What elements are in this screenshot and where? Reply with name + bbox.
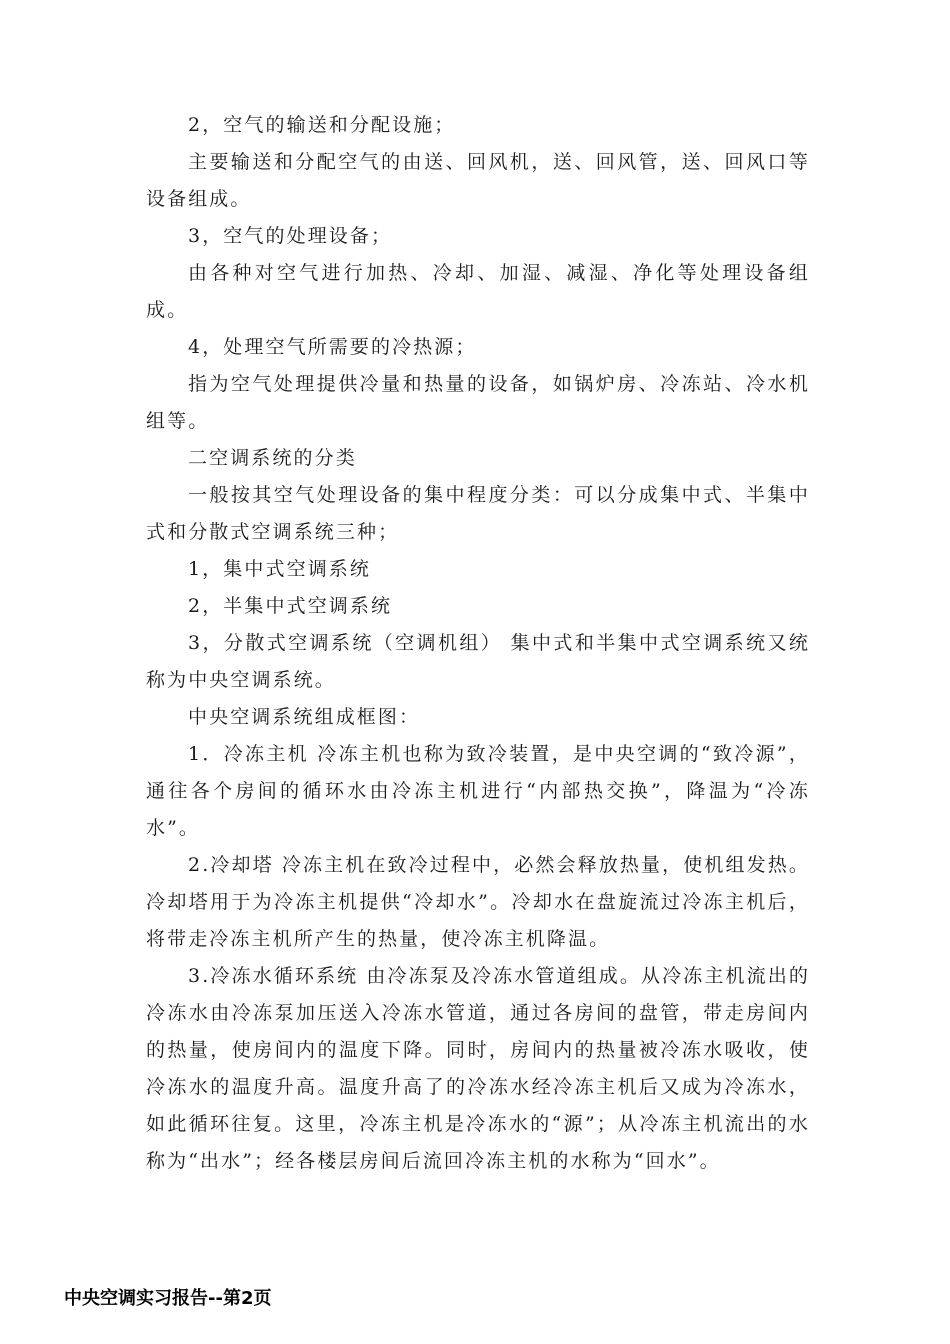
list-item-semi-centralized: 2，半集中式空调系统 bbox=[188, 595, 393, 617]
paragraph-air-delivery-heading: 2，空气的输送和分配设施； bbox=[188, 114, 456, 136]
paragraph-air-delivery-body: 主要输送和分配空气的由送、回风机，送、回风管，送、回风口等设备组成。 bbox=[146, 151, 810, 210]
document-body bbox=[146, 107, 810, 1180]
paragraph-chilled-water-loop: 3.冷冻水循环系统 由冷冻泵及冷冻水管道组成。从冷冻主机流出的冷冻水由冷冻泵加压送入冷冻水管道，通过各房间的盘管，带走房间内的热量，使房间内的温度下降。同时，房间内的热量被冷冻水吸收，使冷冻水的温度升高。温度升高了的冷冻水经冷冻主机后又成为冷冻水，如此循环往复。这里，冷冻主机是冷冻水的“源”；从冷冻主机流出的水称为“出水”；经各楼层房间后流回冷冻主机的水称为“回水”。 bbox=[146, 965, 810, 1172]
paragraph-air-processing-body: 由各种对空气进行加热、冷却、加湿、减湿、净化等处理设备组成。 bbox=[146, 262, 810, 321]
section-heading-classification: 二空调系统的分类 bbox=[188, 447, 357, 469]
paragraph-heat-source-heading: 4，处理空气所需要的冷热源； bbox=[188, 336, 477, 358]
page-footer: 中央空调实习报告--第2页 bbox=[64, 1288, 272, 1309]
paragraph-block-diagram-heading: 中央空调系统组成框图： bbox=[188, 706, 421, 728]
paragraph-air-processing-heading: 3，空气的处理设备； bbox=[188, 225, 393, 247]
list-item-decentralized: 3，分散式空调系统（空调机组） 集中式和半集中式空调系统又统称为中央空调系统。 bbox=[146, 632, 810, 691]
paragraph-chiller: 1．冷冻主机 冷冻主机也称为致冷装置，是中央空调的“致冷源”，通往各个房间的循环水由冷冻主机进行“内部热交换”，降温为“冷冻水”。 bbox=[146, 743, 810, 839]
list-item-centralized: 1，集中式空调系统 bbox=[188, 558, 371, 580]
paragraph-cooling-tower: 2.冷却塔 冷冻主机在致冷过程中，必然会释放热量，使机组发热。冷却塔用于为冷冻主机提供“冷却水”。冷却水在盘旋流过冷冻主机后，将带走冷冻主机所产生的热量，使冷冻主机降温。 bbox=[146, 854, 810, 950]
paragraph-classification-intro: 一般按其空气处理设备的集中程度分类：可以分成集中式、半集中式和分散式空调系统三种； bbox=[146, 484, 810, 543]
paragraph-heat-source-body: 指为空气处理提供冷量和热量的设备，如锅炉房、冷冻站、冷水机组等。 bbox=[146, 373, 810, 432]
